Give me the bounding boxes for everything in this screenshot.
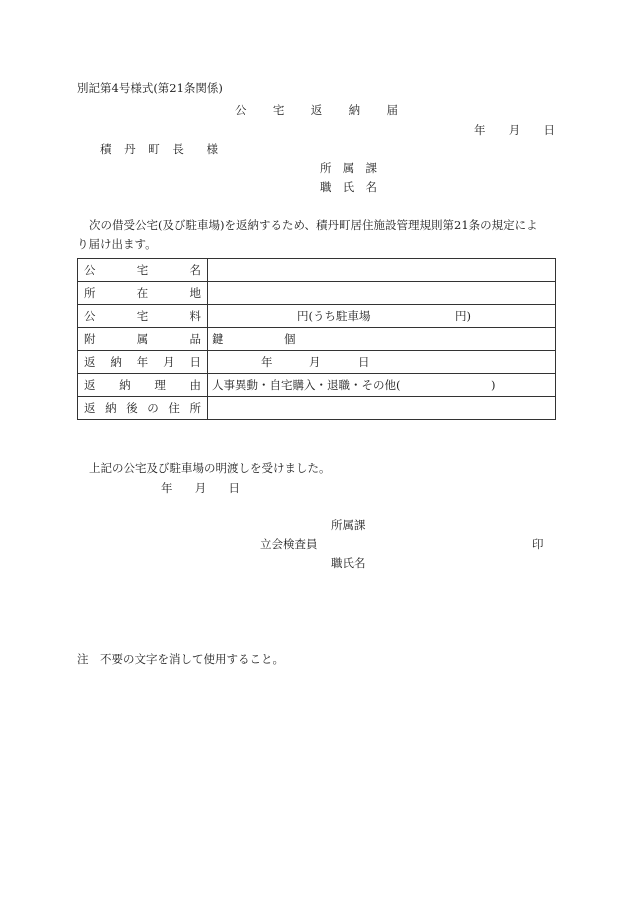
body-text-line1: 次の借受公宅(及び駐車場)を返納するため、積丹町居住施設管理規則第21条の規定によ <box>89 218 538 232</box>
row-label-forwarding-address: 返 納 後 の 住 所 <box>78 397 208 420</box>
return-reason-field[interactable]: 人事異動・自宅購入・退職・その他( ) <box>208 374 556 397</box>
form-reference: 別記第4号様式(第21条関係) <box>77 81 223 95</box>
applicant-dept: 所 属 課 <box>320 161 377 175</box>
table-row <box>78 351 556 374</box>
seal-mark: 印 <box>532 537 544 551</box>
return-form-table <box>77 258 556 420</box>
table-row <box>78 397 556 420</box>
inspector-name: 職氏名 <box>331 556 366 570</box>
return-date-field[interactable]: 年 月 日 <box>208 351 556 374</box>
forwarding-address-field[interactable] <box>208 397 556 420</box>
confirmation-text: 上記の公宅及び駐車場の明渡しを受けました。 <box>89 461 331 475</box>
usage-note: 注 不要の文字を消して使用すること。 <box>77 652 284 666</box>
document-title: 公 宅 返 納 届 <box>235 103 398 117</box>
table-row <box>78 374 556 397</box>
rent-field[interactable]: 円(うち駐車場 円) <box>208 305 556 328</box>
inspector-dept: 所属課 <box>331 518 366 532</box>
body-text-line2: り届け出ます。 <box>77 237 157 251</box>
accessories-field[interactable]: 鍵 個 <box>208 328 556 351</box>
table-row <box>78 305 556 328</box>
confirmation-date: 年 月 日 <box>161 481 240 495</box>
row-label-housing-name: 公 宅 名 <box>78 259 208 282</box>
table-row <box>78 259 556 282</box>
row-label-location: 所 在 地 <box>78 282 208 305</box>
row-label-rent: 公 宅 料 <box>78 305 208 328</box>
table-row <box>78 282 556 305</box>
table-row <box>78 328 556 351</box>
inspector-role: 立会検査員 <box>260 537 318 551</box>
addressee: 積 丹 町 長 様 <box>100 142 218 156</box>
housing-name-field[interactable] <box>208 259 556 282</box>
row-label-accessories: 附 属 品 <box>78 328 208 351</box>
submission-date: 年 月 日 <box>474 123 555 137</box>
row-label-return-reason: 返 納 理 由 <box>78 374 208 397</box>
applicant-name: 職 氏 名 <box>320 180 377 194</box>
row-label-return-date: 返 納 年 月 日 <box>78 351 208 374</box>
location-field[interactable] <box>208 282 556 305</box>
